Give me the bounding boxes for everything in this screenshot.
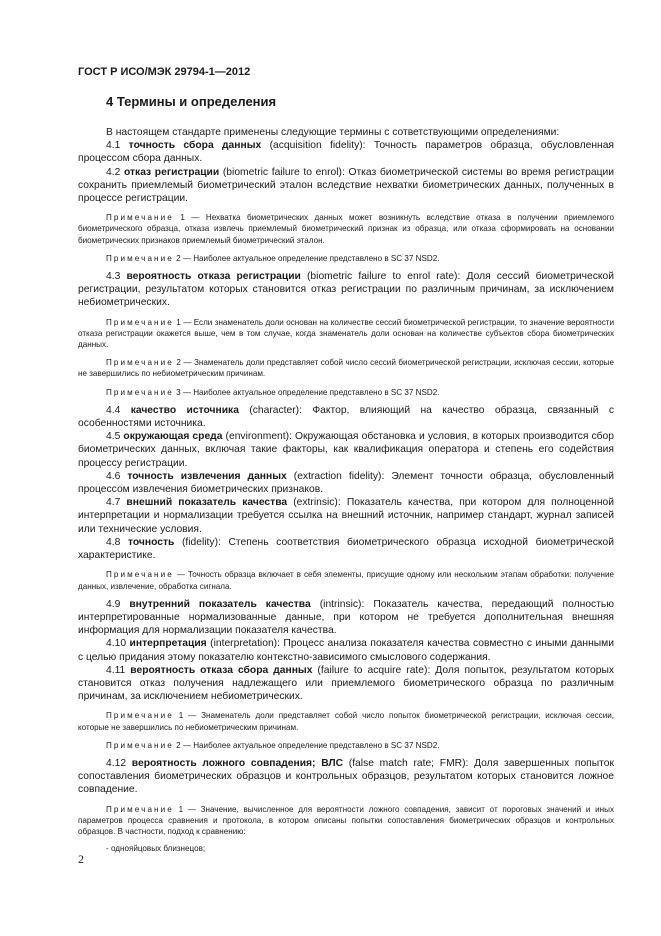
term-definition: (environment): Окружающая обстановка и условия, в которых производится сбор биометрических данных, включая такие факторы, как квалификация оператора и степень его содействия процессу регистрации. bbox=[78, 431, 614, 469]
term-number: 4.6 bbox=[106, 470, 128, 482]
term-name: точность сбора данных bbox=[128, 140, 262, 152]
note-text: 1 — Значение, вычисленное для вероятности ложного совпадения, зависит от пороговых значений и иных параметров процесса сравнения и протокола, в котором описаны попытки сопоставления биометрических образцов и контрольных образцов. В частности, подход к сравнению: bbox=[78, 804, 614, 836]
note-text: 1 — Знаменатель доли представляет собой число попыток биометрической регистрации, исключая сессии, которые не завершились по небиометрическим причинам. bbox=[78, 711, 614, 732]
note-label: Примечание bbox=[106, 711, 174, 721]
term-4-8 bbox=[78, 536, 614, 562]
term-number: 4.7 bbox=[106, 497, 127, 509]
term-definition: (biometric failure to enrol rate): Доля сессий биометрической регистрации, результатом которых становится отказ регистрации по различным причинам, за исключением небиометрических. bbox=[78, 271, 615, 309]
note-label: Примечание bbox=[106, 213, 174, 223]
term-definition: (failure to acquire rate): Доля попыток, результатом которых становится отказ получения надлежащего или приемлемого биометрического образца по различным причинам, за исключением небиометрических. bbox=[78, 664, 614, 703]
term-name: качество источника bbox=[130, 404, 239, 416]
intro-paragraph: В настоящем стандарте применены следующие термины с сответствующими определениями: bbox=[106, 127, 560, 138]
note-label: Примечание bbox=[106, 740, 174, 750]
note-text: 2 — Наиболее актуальное определение представлено в SC 37 NSD2. bbox=[173, 740, 440, 750]
term-number: 4.2 bbox=[106, 166, 124, 178]
term-definition: (biometric failure to enrol): Отказ биометрической системы во время регистрации сохранить приемлемый биометрический эталон вследствие нехватки биометрических данных, полученных в процессе регистрации. bbox=[78, 166, 615, 205]
note-4-3-2 bbox=[78, 357, 614, 379]
note-text: 1 — Нехватка биометрических данных может возникнуть вследствие отказа в получении приемлемого биометрического образца, отказа извлечь приемлемый биометрический признак из образца, или отказа сформировать на основании биометрических признаков приемлемый биометрический эталон. bbox=[78, 213, 614, 245]
term-number: 4.4 bbox=[106, 404, 131, 416]
note-label: Примечание bbox=[106, 804, 174, 814]
term-definition: (extraction fidelity): Элемент точности образца, обусловленный процессом извлечения биометрических признаков. bbox=[78, 470, 614, 496]
term-number: 4.1 bbox=[106, 140, 129, 152]
term-definition: (fidelity): Степень соответствия биометрического образца исходной биометрической характеристике. bbox=[78, 536, 614, 562]
term-4-3 bbox=[78, 270, 614, 310]
note-label: Примечание bbox=[106, 387, 174, 397]
term-number: 4.10 bbox=[106, 638, 130, 650]
term-name: окружающая среда bbox=[123, 431, 223, 443]
term-name: отказ регистрации bbox=[123, 166, 220, 178]
term-4-2 bbox=[78, 166, 614, 206]
term-4-6 bbox=[78, 470, 614, 496]
list-item: - однояйцовых близнецов; bbox=[106, 844, 206, 854]
term-name: вероятность отказа регистрации bbox=[126, 271, 301, 283]
term-definition: (character): Фактор, влияющий на качество образца, связанный с особенностями источника. bbox=[78, 404, 614, 430]
term-4-11 bbox=[78, 664, 614, 704]
term-4-12 bbox=[78, 757, 614, 797]
note-4-11-2 bbox=[78, 740, 614, 751]
term-4-9 bbox=[78, 598, 614, 638]
note-text: 1 — Если знаменатель доли основан на количестве сессий биометрической регистрации, то значение вероятности отказа регистрации окажется выше, чем в том случае, когда знаменатель доли основан на количестве субъектов сбора биометрических данных. bbox=[78, 317, 614, 350]
note-text: 3 — Наиболее актуальное определение представлено в SC 37 NSD2. bbox=[173, 387, 440, 397]
term-name: вероятность отказа сбора данных bbox=[130, 664, 313, 676]
term-name: интерпретация bbox=[129, 638, 207, 650]
term-name: точность извлечения данных bbox=[127, 470, 287, 482]
term-name: точность bbox=[127, 536, 175, 548]
term-definition: (intrinsic): Показатель качества, передающий полностью интерпретированные нормализованные данные, при котором не требуется дополнительная внешняя информация для нормализации показателя качества. bbox=[78, 598, 615, 637]
term-number: 4.5 bbox=[106, 431, 124, 443]
note-text: 2 — Наиболее актуальное определение представлено в SC 37 NSD2. bbox=[173, 253, 440, 263]
term-name: внутренний показатель качества bbox=[129, 598, 311, 610]
note-4-3-3 bbox=[78, 387, 614, 398]
term-number: 4.9 bbox=[106, 598, 130, 610]
term-definition: (extrinsic): Показатель качества, при котором для полноценной интерпретации и нормализации требуется ссылка на внешний источник, например стандарт, журнал записей или технические условия. bbox=[78, 497, 614, 535]
note-4-8 bbox=[78, 569, 614, 591]
note-4-2-2 bbox=[78, 253, 614, 264]
term-number: 4.12 bbox=[106, 757, 132, 769]
document-body bbox=[78, 126, 614, 854]
note-4-11-1 bbox=[78, 710, 614, 732]
note-label: Примечание bbox=[106, 358, 174, 368]
term-definition: (acquisition fidelity): Точность параметров образца, обусловленная процессом сбора данных. bbox=[78, 140, 614, 165]
term-4-10 bbox=[78, 637, 614, 663]
note-4-3-1 bbox=[78, 317, 614, 351]
term-4-4 bbox=[78, 404, 614, 430]
note-text: 2 — Знаменатель доли представляет собой число сессий биометрической регистрации, исключая сессии, которые не завершились по небиометрическим причинам. bbox=[78, 358, 614, 379]
term-4-5 bbox=[78, 430, 614, 470]
term-number: 4.3 bbox=[106, 271, 127, 283]
term-name: внешний показатель качества bbox=[126, 497, 288, 509]
term-4-1 bbox=[78, 139, 614, 165]
document-header: ГОСТ Р ИСО/МЭК 29794-1—2012 bbox=[78, 66, 251, 78]
page-number: 2 bbox=[78, 852, 84, 866]
note-label: Примечание bbox=[106, 253, 174, 263]
term-number: 4.8 bbox=[106, 536, 128, 548]
term-definition: (interpretation): Процесс анализа показателя качества совместно с иными данными с целью придания этому показателю контекстно-зависимого смыслового содержания. bbox=[78, 638, 614, 663]
section-title: 4 Термины и определения bbox=[106, 94, 277, 109]
term-name: вероятность ложного совпадения; ВЛС bbox=[131, 757, 344, 769]
note-label: Примечание bbox=[106, 570, 174, 580]
note-4-2-1 bbox=[78, 212, 614, 246]
term-4-7 bbox=[78, 496, 614, 536]
term-number: 4.11 bbox=[106, 664, 131, 676]
note-4-12-1 bbox=[78, 804, 614, 838]
term-definition: (false match rate; FMR): Доля завершенных попыток сопоставления биометрических образцов и контрольных образцов, результатом которых становится ложное совпадение. bbox=[78, 757, 614, 796]
note-label: Примечание bbox=[106, 317, 174, 327]
note-text: — Точность образца включает в себя элементы, присущие одному или нескольким этапам обработки: получение данных, извлечение, обработка сигнала. bbox=[78, 570, 614, 591]
